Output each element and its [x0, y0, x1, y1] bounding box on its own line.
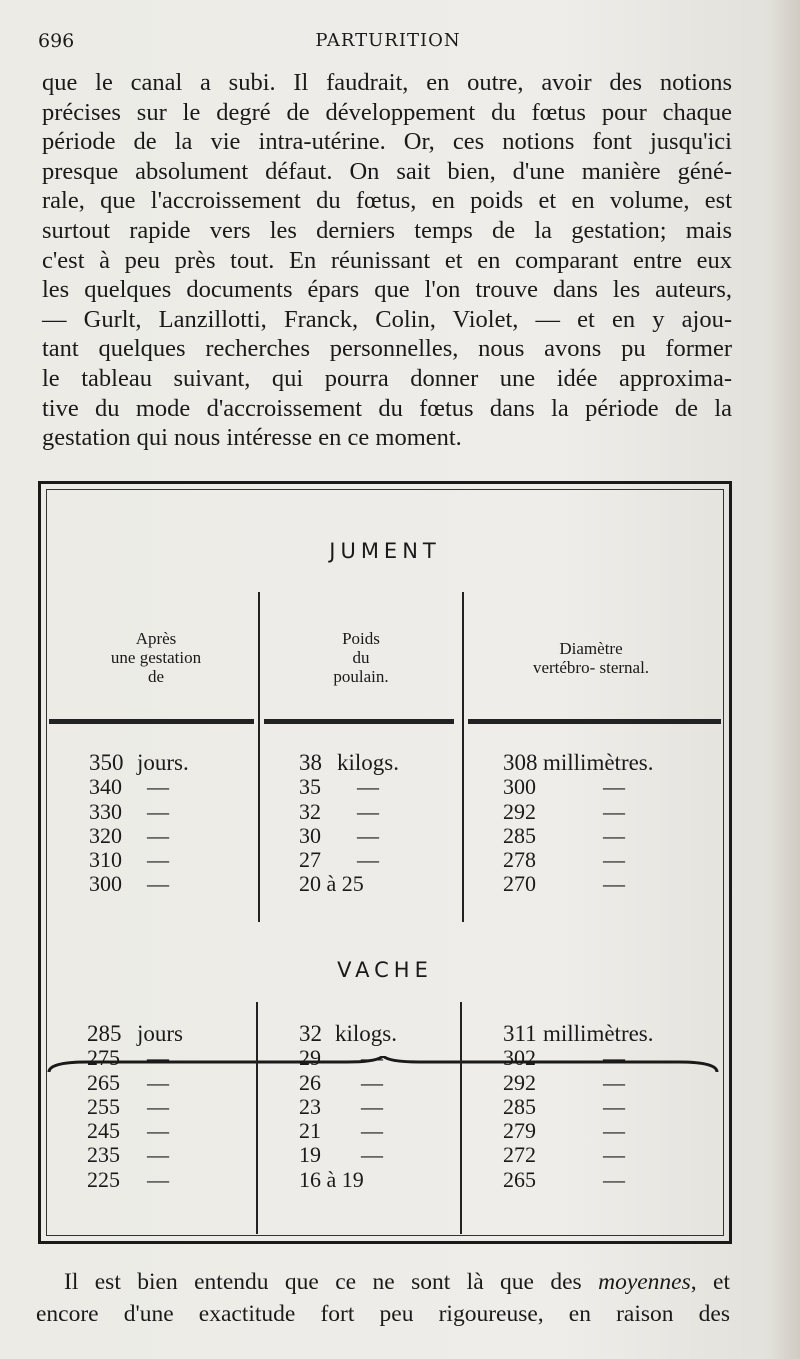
paragraph-line: tive du mode d'accroissement du fœtus dans la période de la [42, 394, 732, 422]
table-cell: 285 — [503, 822, 625, 848]
paragraph-line: surtout rapide vers les derniers temps de la gestation; mais [42, 216, 732, 244]
table-cell: 19 — [299, 1142, 383, 1168]
jument-diametre-column [503, 751, 723, 897]
intro-paragraph [42, 68, 732, 453]
jument-gestation-column [89, 751, 259, 897]
page-number: 696 [38, 30, 75, 52]
table-cell: 275 — [87, 1045, 169, 1071]
vache-diametre-column [503, 1022, 723, 1192]
table-cell: 292 — [503, 1069, 625, 1095]
column-header-gestation: Après une gestation de [110, 629, 202, 686]
vache-gestation-column [87, 1022, 257, 1192]
column-divider [460, 1002, 462, 1234]
emphasis: moyennes [598, 1269, 691, 1295]
paragraph-line: — Gurlt, Lanzillotti, Franck, Colin, Violet, — et en y ajou- [42, 305, 732, 333]
paragraph-line: encore d'une exactitude fort peu rigoureuse, en raison des [36, 1301, 730, 1327]
header-rule [264, 719, 454, 724]
table-cell: 320 — [89, 822, 169, 848]
running-title: PARTURITION [315, 30, 461, 51]
paragraph-line: Il est bien entendu que ce ne sont là que des moyennes, et [64, 1269, 731, 1295]
table-cell: 292 — [503, 798, 625, 824]
column-divider [462, 592, 464, 922]
paragraph-line: les quelques documents épars que l'on trouve dans les auteurs, [42, 276, 732, 304]
table-cell: 235 — [87, 1142, 169, 1168]
table-cell: 270 — [503, 871, 625, 897]
paragraph-line: rale, que l'accroissement du fœtus, en poids et en volume, est [42, 187, 732, 215]
table-cell: 255 — [87, 1093, 169, 1119]
column-header-poids: Poids du poulain. [333, 629, 389, 686]
data-table [38, 481, 732, 1244]
jument-poids-column [299, 751, 459, 897]
table-cell: 16 à 19 [299, 1166, 364, 1192]
running-head [38, 30, 738, 60]
table-cell: 310 — [89, 847, 169, 873]
column-header-diametre: Diamètre vertébro- sternal. [532, 639, 650, 677]
table-cell: 350 jours. [89, 750, 189, 775]
section-title-jument: JUMENT [329, 539, 441, 563]
closing-paragraph [36, 1266, 730, 1330]
table-cell: 285 jours [87, 1021, 183, 1046]
table-cell: 340 — [89, 774, 169, 800]
table-cell: 21 — [299, 1118, 383, 1144]
table-cell: 265 — [87, 1069, 169, 1095]
table-cell: 32 kilogs. [299, 1021, 397, 1046]
paragraph-line: précises sur le degré de développement du fœtus pour chaque [42, 98, 732, 126]
table-cell: 278 — [503, 847, 625, 873]
table-cell: 330 — [89, 798, 169, 824]
table-cell: 300 — [89, 871, 169, 897]
table-cell: 20 à 25 [299, 871, 364, 897]
paragraph-line: que le canal a subi. Il faudrait, en outre, avoir des notions [42, 69, 732, 96]
table-cell: 265 — [503, 1166, 625, 1192]
paragraph-line: tant quelques recherches personnelles, nous avons pu former [42, 335, 732, 363]
header-rule [468, 719, 721, 724]
table-cell: 311 millimètres. [503, 1021, 654, 1046]
table-cell: 27 — [299, 847, 379, 873]
table-cell: 302 — [503, 1045, 625, 1071]
paragraph-line: période de la vie intra-utérine. Or, ces notions font jusqu'ici [42, 128, 732, 156]
paragraph-line: presque absolument défaut. On sait bien, d'une manière géné- [42, 157, 732, 185]
table-cell: 35 — [299, 774, 379, 800]
header-rule [49, 719, 254, 724]
table-cell: 23 — [299, 1093, 383, 1119]
table-cell: 32 — [299, 798, 379, 824]
table-cell: 225 — [87, 1166, 169, 1192]
table-cell: 279 — [503, 1118, 625, 1144]
paragraph-line: c'est à peu près tout. En réunissant et en comparant entre eux [42, 246, 732, 274]
table-cell: 38 kilogs. [299, 750, 399, 775]
table-cell: 245 — [87, 1118, 169, 1144]
paragraph-line: gestation qui nous intéresse en ce moment. [42, 424, 462, 452]
table-cell: 308 millimètres. [503, 750, 654, 775]
table-cell: 272 — [503, 1142, 625, 1168]
table-cell: 29 — [299, 1045, 383, 1071]
table-cell: 300 — [503, 774, 625, 800]
table-cell: 26 — [299, 1069, 383, 1095]
paragraph-line: le tableau suivant, qui pourra donner une idée approxima- [42, 364, 732, 392]
vache-poids-column [299, 1022, 459, 1192]
section-title-vache: VACHE [337, 958, 433, 982]
table-cell: 285 — [503, 1093, 625, 1119]
table-cell: 30 — [299, 822, 379, 848]
